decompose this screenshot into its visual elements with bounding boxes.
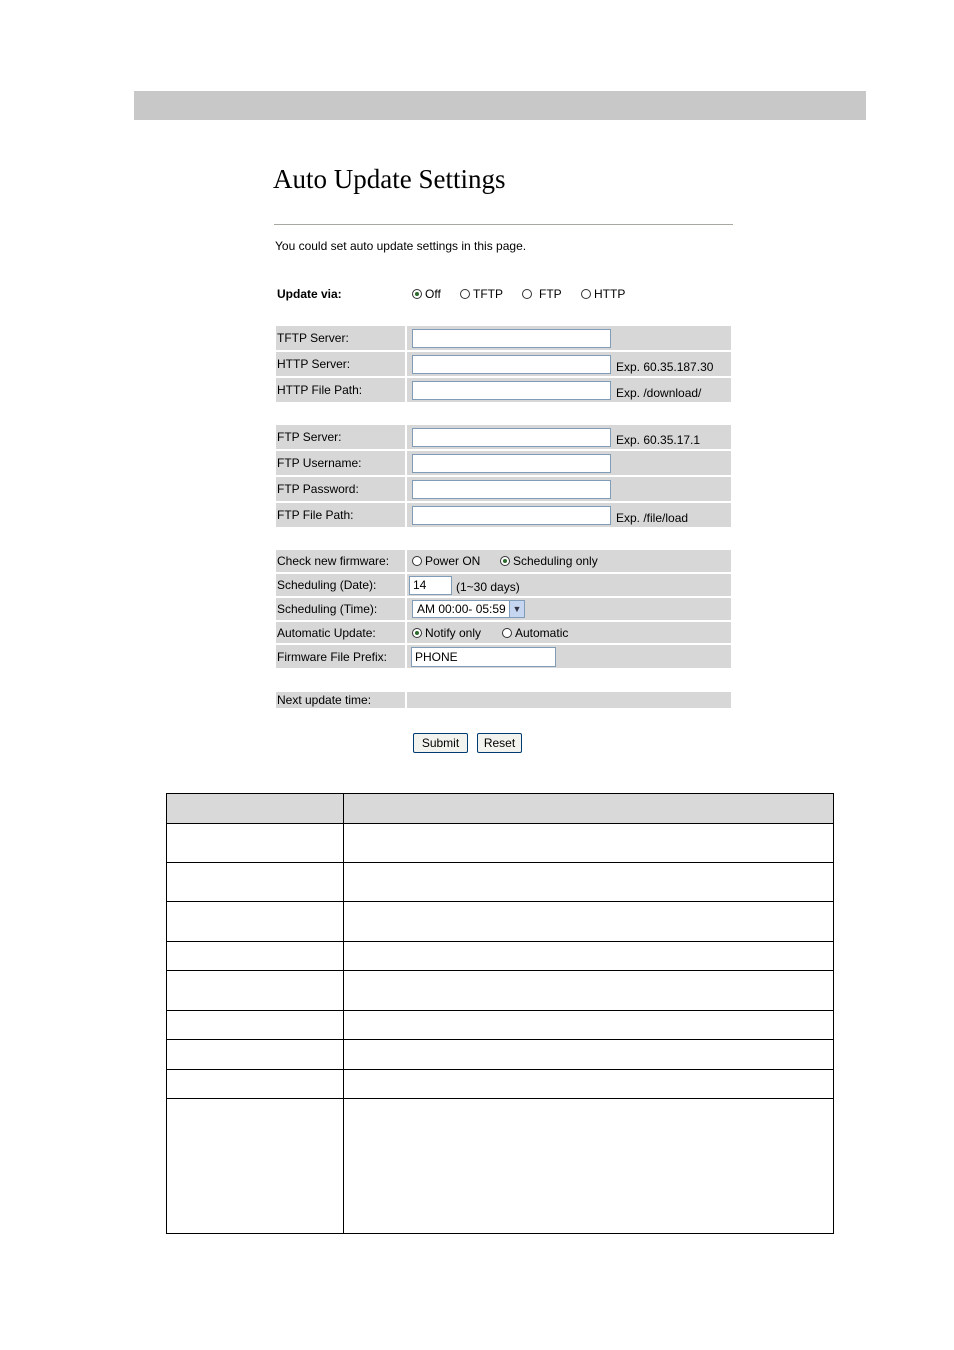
table-row (167, 824, 834, 863)
ftp-server-label: FTP Server: (276, 425, 405, 449)
firmware-file-prefix-row (407, 645, 731, 668)
radio-checked-icon (412, 628, 422, 638)
update-via-radio-group (412, 287, 625, 301)
ftp-username-input[interactable] (412, 454, 611, 473)
table-cell (167, 971, 344, 1011)
page-title: Auto Update Settings (273, 164, 506, 194)
scheduling-date-input[interactable]: 14 (409, 576, 452, 595)
table-cell (344, 1099, 834, 1234)
automatic-update-row (407, 622, 731, 643)
radio-checked-icon (412, 289, 422, 299)
firmware-file-prefix-label: Firmware File Prefix: (276, 645, 405, 668)
ftp-username-label: FTP Username: (276, 451, 405, 475)
next-update-time-value (407, 692, 731, 708)
page-intro: You could set auto update settings in this page. (275, 239, 527, 253)
check-scheduling-only[interactable] (500, 554, 598, 568)
scheduling-time-select[interactable] (412, 600, 525, 618)
table-cell (167, 1099, 344, 1234)
table-cell (344, 1040, 834, 1070)
table-cell (344, 1070, 834, 1099)
radio-unchecked-icon (460, 289, 470, 299)
radio-unchecked-icon (522, 289, 532, 299)
automatic-update-label: Automatic Update: (276, 622, 405, 643)
table-cell (344, 942, 834, 971)
auto-update-notify-only-label: Notify only (425, 625, 482, 640)
update-via-http-label: HTTP (594, 287, 626, 301)
table-row (167, 971, 834, 1011)
table-cell (167, 1011, 344, 1040)
update-via-off[interactable] (412, 287, 460, 301)
radio-unchecked-icon (502, 628, 512, 638)
check-power-on[interactable] (412, 554, 500, 568)
auto-update-notify-only[interactable] (412, 626, 502, 640)
table-cell (167, 902, 344, 942)
firmware-file-prefix-input[interactable]: PHONE (411, 647, 556, 667)
table-cell (167, 824, 344, 863)
auto-update-automatic-label: Automatic (515, 625, 569, 640)
ftp-file-path-label: FTP File Path: (276, 503, 405, 527)
table-row (167, 1070, 834, 1099)
http-server-hint: Exp. 60.35.187.30 (616, 360, 714, 374)
http-server-input[interactable] (412, 355, 611, 374)
scheduling-date-row (407, 574, 731, 596)
check-power-on-label: Power ON (425, 554, 481, 568)
http-file-path-label: HTTP File Path: (276, 378, 405, 402)
ftp-file-path-input[interactable] (412, 506, 611, 525)
table-cell (344, 863, 834, 902)
table-cell (344, 794, 834, 824)
table-cell (344, 824, 834, 863)
table-cell (344, 1011, 834, 1040)
ftp-server-row (407, 425, 731, 449)
next-update-time-label: Next update time: (276, 692, 405, 708)
ftp-password-row (407, 477, 731, 501)
http-server-row (407, 352, 731, 376)
update-via-off-label: Off (425, 287, 441, 301)
ftp-server-hint: Exp. 60.35.17.1 (616, 433, 701, 447)
http-server-label: HTTP Server: (276, 352, 405, 376)
table-cell (167, 1040, 344, 1070)
ftp-file-path-hint: Exp. /file/load (616, 511, 689, 525)
update-via-tftp[interactable] (460, 287, 522, 301)
update-via-tftp-label: TFTP (473, 287, 503, 301)
check-new-firmware-label: Check new firmware: (276, 550, 405, 572)
table-cell (167, 863, 344, 902)
ftp-password-input[interactable] (412, 480, 611, 499)
radio-unchecked-icon (581, 289, 591, 299)
chevron-down-icon[interactable]: ▼ (509, 601, 524, 617)
http-file-path-row (407, 378, 731, 402)
scheduling-time-row (407, 598, 731, 620)
scheduling-date-hint: (1~30 days) (456, 580, 520, 594)
table-row (167, 942, 834, 971)
radio-checked-icon (500, 556, 510, 566)
update-via-http[interactable] (581, 287, 625, 301)
table-cell (344, 902, 834, 942)
table-cell (167, 1070, 344, 1099)
http-file-path-input[interactable] (412, 381, 611, 400)
title-divider (274, 224, 733, 225)
table-cell (167, 794, 344, 824)
radio-unchecked-icon (412, 556, 422, 566)
tftp-server-input[interactable] (412, 329, 611, 348)
ftp-server-input[interactable] (412, 428, 611, 447)
auto-update-automatic[interactable] (502, 626, 568, 640)
http-file-path-hint: Exp. /download/ (616, 386, 702, 400)
description-table (166, 793, 834, 1234)
table-row (167, 863, 834, 902)
scheduling-time-value: AM 00:00- 05:59 (417, 602, 506, 616)
update-via-ftp[interactable] (522, 287, 581, 301)
table-row (167, 1011, 834, 1040)
tftp-server-row (407, 326, 731, 350)
ftp-username-row (407, 451, 731, 475)
table-header-row (167, 794, 834, 824)
table-row (167, 1040, 834, 1070)
check-scheduling-only-label: Scheduling only (513, 554, 598, 568)
table-cell (167, 942, 344, 971)
update-via-label: Update via: (277, 287, 342, 301)
submit-button[interactable]: Submit (413, 733, 468, 753)
table-row (167, 902, 834, 942)
ftp-file-path-row (407, 503, 731, 527)
update-via-ftp-label: FTP (539, 287, 562, 301)
scheduling-time-label: Scheduling (Time): (276, 598, 405, 620)
table-cell (344, 971, 834, 1011)
reset-button[interactable]: Reset (477, 733, 522, 753)
scheduling-date-label: Scheduling (Date): (276, 574, 405, 596)
top-header-bar (134, 91, 866, 120)
check-new-firmware-row (407, 550, 731, 572)
table-row (167, 1099, 834, 1234)
tftp-server-label: TFTP Server: (276, 326, 405, 350)
ftp-password-label: FTP Password: (276, 477, 405, 501)
